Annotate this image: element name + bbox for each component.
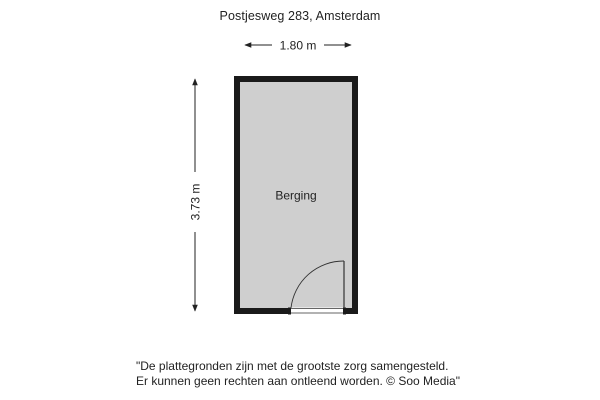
address-title: Postjesweg 283, Amsterdam	[219, 9, 381, 23]
disclaimer	[136, 359, 576, 389]
room-berging	[234, 76, 358, 315]
width-dimension-label: 1.80 m	[279, 38, 317, 53]
height-dimension	[189, 79, 203, 311]
height-dimension-label: 3.73 m	[188, 183, 203, 221]
room-label-berging: Berging	[275, 188, 317, 203]
door-jamb-left	[288, 308, 291, 315]
disclaimer-line-1: "De plattegronden zijn met de grootste zorg samengesteld.	[136, 359, 449, 373]
width-dimension	[245, 39, 351, 53]
disclaimer-line-2: Er kunnen geen rechten aan ontleend worden. © Soo Media"	[136, 374, 460, 388]
door-jamb-right	[343, 308, 346, 315]
